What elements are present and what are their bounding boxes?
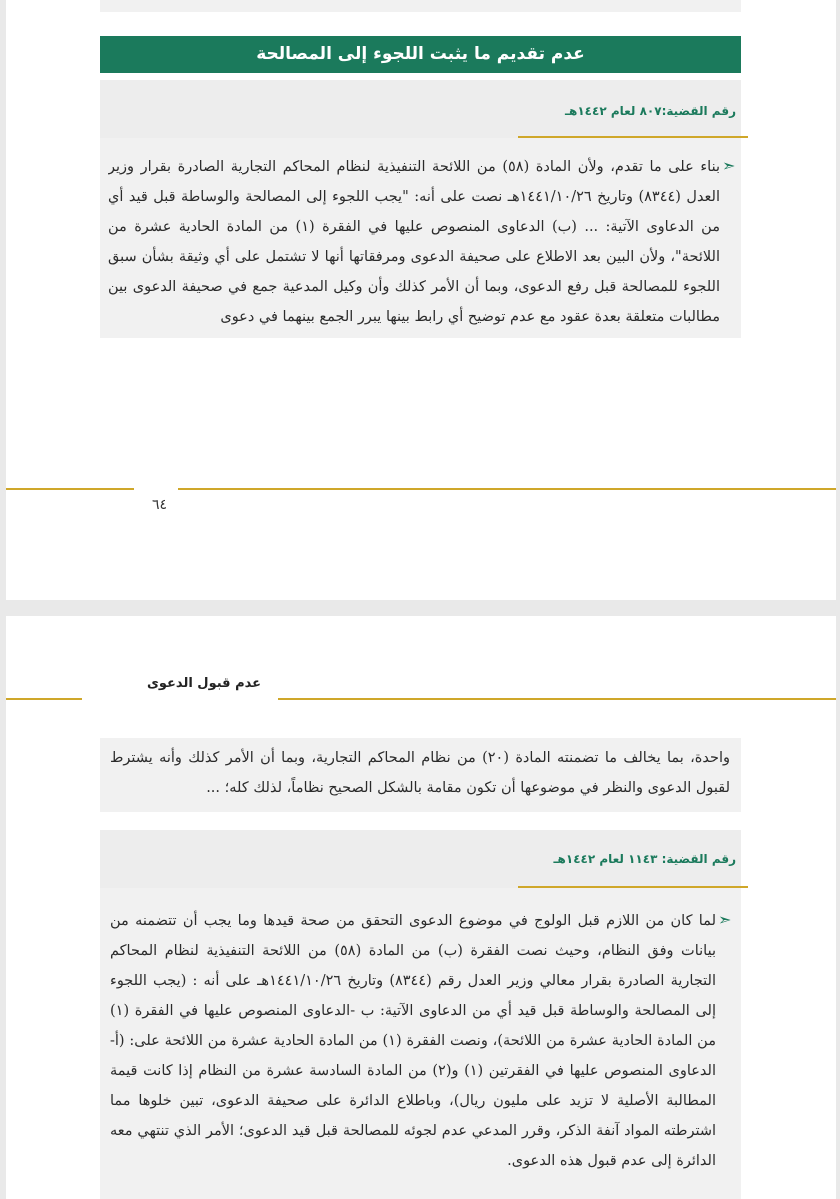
arrow-bullet-icon: ➣	[722, 156, 736, 175]
case-number-underline	[518, 136, 748, 138]
top-content-block	[100, 0, 741, 12]
continuation-paragraph: واحدة، بما يخالف ما تضمنته المادة (٢٠) من نظام المحاكم التجارية، وبما أن الأمر كذلك وأنه يشترط لقبول الدعوى والنظر في موضوعها أن تكون مقامة بالشكل الصحيح نظاماً، لذلك كله؛ ...	[110, 750, 730, 796]
footer-line-left	[6, 488, 134, 490]
header-line-left	[6, 698, 82, 700]
ruling-paragraph: بناء على ما تقدم، ولأن المادة (٥٨) من اللائحة التنفيذية لنظام المحاكم التجارية الصادرة بقرار وزير العدل (٨٣٤٤) وتاريخ ١٤٤١/١٠/٢٦هـ نصت على أنه: "يجب اللجوء إلى المصالحة والوساطة قبل قيد أي من الدعاوى الآتية: ... (ب) الدعاوى المنصوص عليها في الفقرة (١) من المادة الحادية عشرة من اللائحة"، ولأن البين بعد الاطلاع على صحيفة الدعوى ومرفقاتها أنها لا تشتمل على أي وثيقة بشأن سبق اللجوء للمصالحة قبل رفع الدعوى، وبما أن الأمر كذلك وأن وكيل المدعية جمع في صحيفة الدعوى بين مطالبات متعلقة بعدة عقود مع عدم توضيح أي رابط بينها يبرر الجمع بينهما في دعوى	[108, 159, 720, 325]
arrow-bullet-icon: ➣	[718, 910, 732, 929]
footer-line-right	[178, 488, 836, 490]
document-page-2	[6, 616, 836, 1199]
section-title-banner: عدم تقديم ما يثبت اللجوء إلى المصالحة	[100, 36, 741, 73]
ruling-paragraph-2: لما كان من اللازم قبل الولوج في موضوع الدعوى التحقق من صحة قيدها وما يجب أن تتضمنه من بيانات وفق النظام، وحيث نصت الفقرة (ب) من المادة (٥٨) من اللائحة التنفيذية لنظام المحاكم التجارية الصادرة بقرار معالي وزير العدل رقم (٨٣٤٤) وتاريخ ١٤٤١/١٠/٢٦هـ على أنه : (يجب اللجوء إلى المصالحة والوساطة قبل قيد أي من الدعاوى الآتية: ب -الدعاوى المنصوص عليها في الفقرة (١) من المادة الحادية عشرة من اللائحة)، ونصت الفقرة (١) من المادة الحادية عشرة من اللائحة على: (أ- الدعاوى المنصوص عليها في الفقرتين (١) و(٢) من المادة السادسة عشرة من النظام إذا كانت قيمة المطالبة الأصلية لا تزيد على مليون ريال)، وباطلاع الدائرة على صحيفة الدعوى، تبين خلوها مما اشترطته المواد آنفة الذكر، وقرر المدعي عدم لجوئه للمصالحة قبل قيد الدعوى؛ الأمر الذي تنتهي معه الدائرة إلى عدم قبول هذه الدعوى.	[110, 913, 716, 1169]
document-page-1	[6, 0, 836, 600]
case-number-underline-2	[518, 886, 748, 888]
page-number: ٦٤	[152, 497, 168, 513]
case-number: رقم القضية:٨٠٧ لعام ١٤٤٢هـ	[564, 104, 736, 118]
header-line-right	[278, 698, 836, 700]
case-number-2: رقم القضية: ١١٤٣ لعام ١٤٤٢هـ	[553, 852, 736, 866]
page-header-title: عدم قبول الدعوى	[146, 676, 261, 691]
